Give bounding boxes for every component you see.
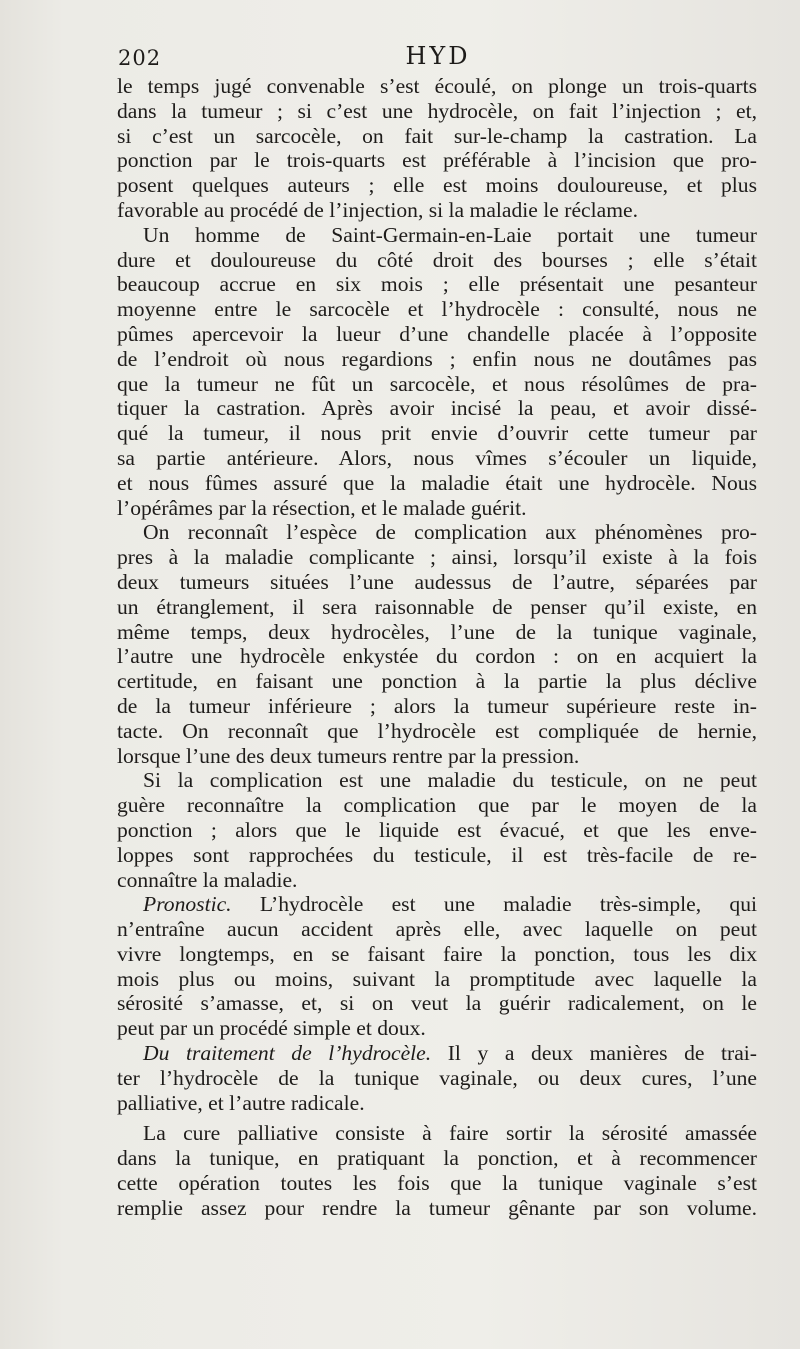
- text-line: de la tumeur inférieure ; alors la tumeur supérieure reste in-: [117, 693, 757, 718]
- text-line: pûmes apercevoir la lueur d’une chandelle placée à l’opposite: [117, 321, 757, 346]
- text-line: l’autre une hydrocèle enkystée du cordon : on en acquiert la: [117, 644, 757, 669]
- text-line: posent quelques auteurs ; elle est moins douloureuse, et plus: [117, 173, 757, 198]
- text-line: mois plus ou moins, suivant la promptitude avec laquelle la: [117, 966, 757, 991]
- page-number: 202: [118, 46, 162, 70]
- text-line: favorable au procédé de l’injection, si la maladie le réclame.: [117, 197, 638, 222]
- text-line: palliative, et l’autre radicale.: [117, 1090, 365, 1115]
- paragraph-start: Pronostic. L’hydrocèle est une maladie très-simple, qui: [143, 892, 757, 917]
- text-line: même temps, deux hydrocèles, l’une de la tunique vaginale,: [117, 619, 757, 644]
- paragraph-start: On reconnaît l’espèce de complication aux phénomènes pro-: [143, 520, 757, 545]
- text-line: connaître la maladie.: [117, 867, 298, 892]
- text-line: que la tumeur ne fût un sarcocèle, et nous résolûmes de pra-: [117, 371, 757, 396]
- text-line: qué la tumeur, il nous prit envie d’ouvrir cette tumeur par: [117, 421, 757, 446]
- paragraph-start: Un homme de Saint-Germain-en-Laie portait une tumeur: [143, 222, 757, 247]
- text-line: tiquer la castration. Après avoir incisé la peau, et avoir dissé-: [117, 396, 757, 421]
- text-line: lorsque l’une des deux tumeurs rentre par la pression.: [117, 743, 580, 768]
- paragraph-start: Du traitement de l’hydrocèle. Il y a deux manières de trai-: [143, 1041, 757, 1066]
- text-line: peut par un procédé simple et doux.: [117, 1016, 426, 1041]
- text-line: cette opération toutes les fois que la tunique vaginale s’est: [117, 1171, 757, 1196]
- section-heading: Du traitement de l’hydrocèle.: [143, 1041, 432, 1066]
- text-line: remplie assez pour rendre la tumeur gênante par son volume.: [117, 1195, 757, 1220]
- text-line: certitude, en faisant une ponction à la partie la plus déclive: [117, 669, 757, 694]
- section-heading: Pronostic.: [143, 892, 232, 917]
- text-line: si c’est un sarcocèle, on fait sur-le-champ la castration. La: [117, 123, 757, 148]
- paragraph-start: Si la complication est une maladie du testicule, on ne peut: [143, 768, 757, 793]
- text-line: dans la tumeur ; si c’est une hydrocèle, on fait l’injection ; et,: [117, 98, 757, 123]
- text-line: moyenne entre le sarcocèle et l’hydrocèle : consulté, nous ne: [117, 297, 757, 322]
- text-line: dans la tunique, en pratiquant la ponction, et à recommencer: [117, 1146, 757, 1171]
- text-line: sa partie antérieure. Alors, nous vîmes s’écouler un liquide,: [117, 445, 757, 470]
- text-line: dure et douloureuse du côté droit des bourses ; elle s’était: [117, 247, 757, 272]
- text-line: l’opérâmes par la résection, et le malade guérit.: [117, 495, 527, 520]
- text-line: ter l’hydrocèle de la tunique vaginale, ou deux cures, l’une: [117, 1065, 757, 1090]
- text-line: guère reconnaître la complication que par le moyen de la: [117, 793, 757, 818]
- text-line: ponction par le trois-quarts est préférable à l’incision que pro-: [117, 148, 757, 173]
- text-line: loppes sont rapprochées du testicule, il est très-facile de re-: [117, 842, 757, 867]
- text-line: beaucoup accrue en six mois ; elle présentait une pesanteur: [117, 272, 757, 297]
- paragraph-start: La cure palliative consiste à faire sortir la sérosité amassée: [143, 1121, 757, 1146]
- text-line: sérosité s’amasse, et, si on veut la guérir radicalement, on le: [117, 991, 757, 1016]
- text-line: de l’endroit où nous regardions ; enfin nous ne doutâmes pas: [117, 346, 757, 371]
- text-line: le temps jugé convenable s’est écoulé, on plonge un trois-quarts: [117, 74, 757, 98]
- text-line: vivre longtemps, en se faisant faire la ponction, tous les dix: [117, 941, 757, 966]
- body-text: [117, 74, 757, 1221]
- text-line: tacte. On reconnaît que l’hydrocèle est compliquée de hernie,: [117, 718, 757, 743]
- text-line: ponction ; alors que le liquide est évacué, et que les enve-: [117, 817, 757, 842]
- text-line: deux tumeurs situées l’une audessus de l’autre, séparées par: [117, 569, 757, 594]
- running-head: HYD: [405, 42, 471, 70]
- page-header: [118, 42, 758, 78]
- text-line: et nous fûmes assuré que la maladie était une hydrocèle. Nous: [117, 470, 757, 495]
- text-line: n’entraîne aucun accident après elle, avec laquelle on peut: [117, 917, 757, 942]
- text-line: pres à la maladie complicante ; ainsi, lorsqu’il existe à la fois: [117, 545, 757, 570]
- text-line: un étranglement, il sera raisonnable de penser qu’il existe, en: [117, 594, 757, 619]
